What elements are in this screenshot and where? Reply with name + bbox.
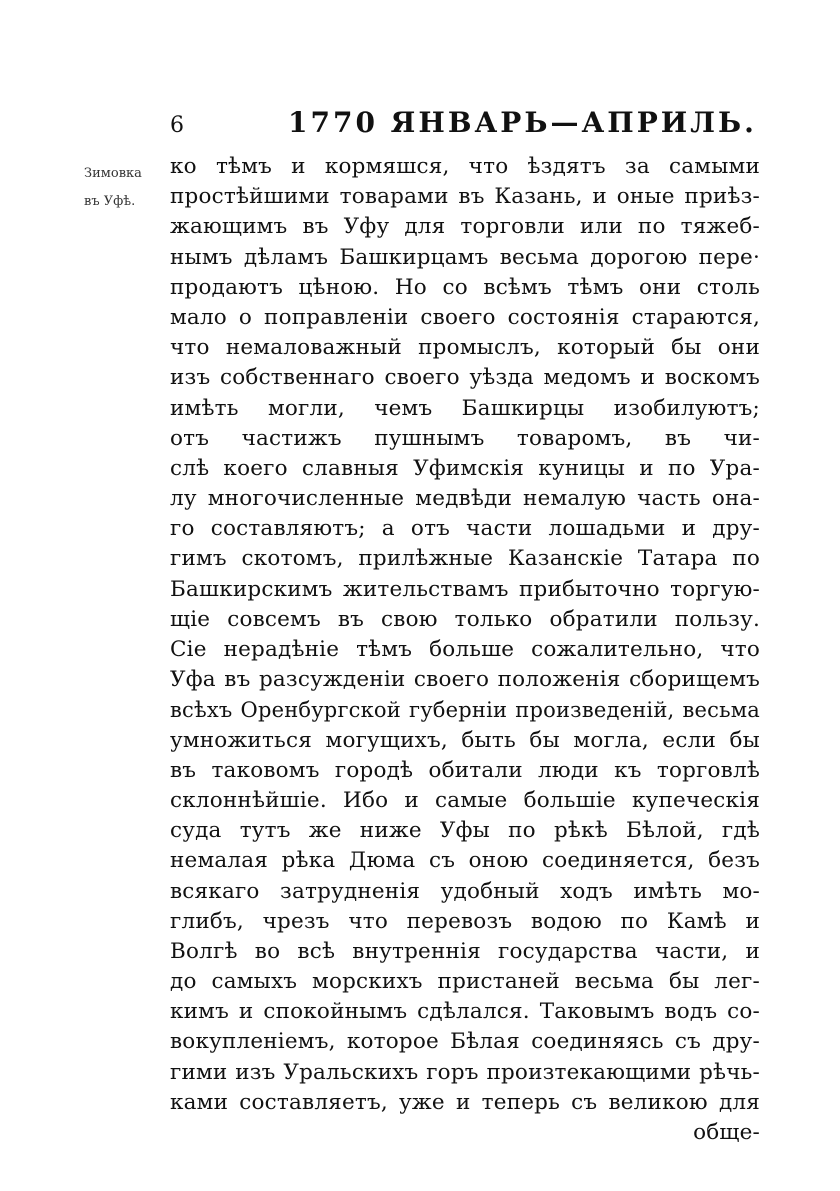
margin-note-line-2: въ Уфѣ.	[84, 194, 136, 209]
margin-note-line-1: Зимовка	[84, 166, 142, 181]
text-line: до самыхъ морскихъ пристаней весьма бы лег-	[170, 969, 760, 995]
text-line: имѣть могли, чемъ Башкирцы изобилуютъ;	[170, 395, 760, 421]
text-line: гими изъ Уральскихъ горъ произтекающими рѣчь-	[170, 1059, 760, 1085]
text-line: всѣхъ Оренбургской губерніи произведеній, весьма	[170, 698, 760, 723]
catchword: обще-	[693, 1120, 760, 1145]
text-line: мало о поправленіи своего состоянія стараются,	[170, 304, 760, 330]
text-line: Волгѣ во всѣ внутреннія государства части, и	[170, 938, 760, 964]
body-text	[170, 152, 760, 1148]
text-line: кимъ и спокойнымъ сдѣлался. Таковымъ водъ со-	[170, 999, 760, 1025]
text-line: нымъ дѣламъ Башкирцамъ весьма дорогою пере·	[170, 244, 760, 270]
running-title: 1770 ЯНВАРЬ—АПРИЛЬ.	[288, 106, 757, 139]
text-line: жающимъ въ Уфу для торговли или по тяжеб-	[170, 214, 760, 240]
margin-note	[84, 160, 172, 216]
text-line: немалая рѣка Дюма съ оною соединяется, безъ	[170, 848, 760, 874]
text-line: что немаловажный промыслъ, который бы они	[170, 335, 760, 361]
text-line: го составляютъ; а отъ части лошадьми и дру-	[170, 516, 760, 542]
text-line: Сіе нерадѣніе тѣмъ больше сожалительно, что	[170, 637, 760, 662]
text-line: глибъ, чрезъ что перевозъ водою по Камѣ и	[170, 908, 760, 934]
text-line: лу многочисленные медвѣди немалую часть она-	[170, 486, 760, 512]
text-line: изъ собственнаго своего уѣзда медомъ и воскомъ	[170, 365, 760, 391]
text-line: вокупленіемъ, которое Бѣлая соединяясь съ дру-	[170, 1029, 760, 1055]
text-line: гимъ скотомъ, прилѣжные Казанскіе Татара по	[170, 546, 760, 572]
text-line: продаютъ цѣною. Но со всѣмъ тѣмъ они столь	[170, 274, 760, 300]
text-line: простѣйшими товарами въ Казань, и оные приѣз-	[170, 184, 760, 210]
text-line: умножиться могущихъ, быть бы могла, если бы	[170, 727, 760, 753]
text-line: щіе совсемъ въ свою только обратили пользу.	[170, 606, 760, 632]
text-line: суда тутъ же ниже Уфы по рѣкѣ Бѣлой, гдѣ	[170, 818, 760, 844]
text-line: ко тѣмъ и кормяшся, что ѣздятъ за самыми	[170, 154, 760, 179]
text-line: Уфа въ разсужденіи своего положенія сборищемъ	[170, 667, 760, 693]
page-number: 6	[170, 113, 185, 138]
text-line: отъ частижъ пушнымъ товаромъ, въ чи-	[170, 425, 760, 451]
text-line: всякаго затрудненія удобный ходъ имѣть мо-	[170, 878, 760, 904]
text-line: ками составляетъ, уже и теперь съ великою для	[170, 1089, 760, 1115]
text-line: склоннѣйшіе. Ибо и самые большіе купеческія	[170, 787, 760, 813]
text-line: слѣ коего славныя Уфимскія куницы и по Ура-	[170, 455, 760, 481]
text-line: въ таковомъ городѣ обитали люди къ торговлѣ	[170, 757, 760, 783]
text-line: Башкирскимъ жительствамъ прибыточно торгую-	[170, 576, 760, 602]
